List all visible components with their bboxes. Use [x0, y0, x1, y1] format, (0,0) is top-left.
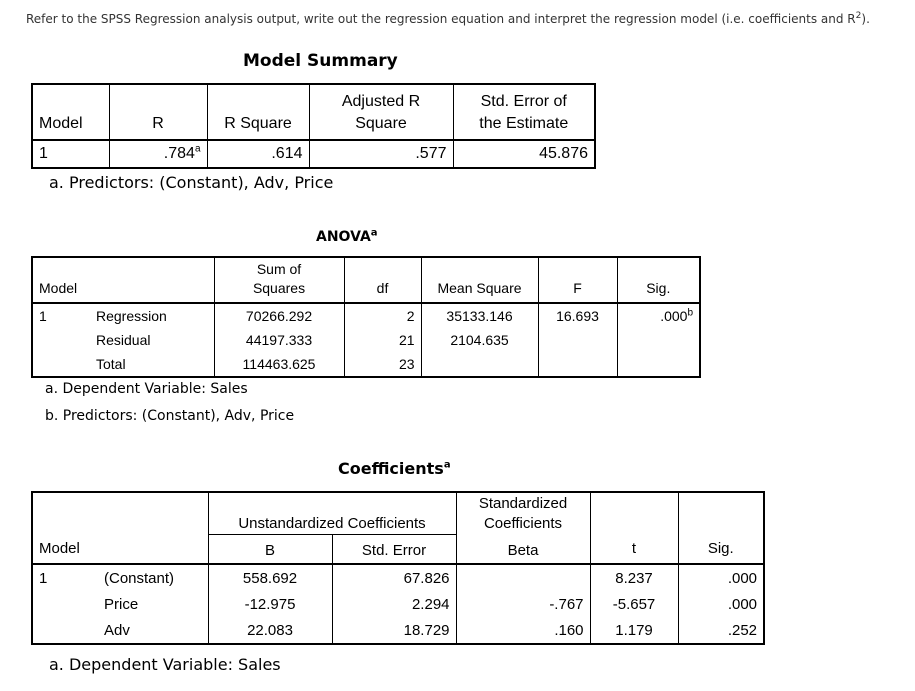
anova-header-df: df — [344, 257, 421, 303]
ms-header-model: Model — [39, 115, 83, 132]
co-b: -12.975 — [208, 591, 332, 617]
question-text: Refer to the SPSS Regression analysis output, write out the regression equation and interpret the regression model (i.e. coefficients and $R^2$). — [26, 11, 870, 26]
table-row — [32, 140, 595, 168]
anova-footnote-b: b. Predictors: (Constant), Adv, Price — [45, 408, 295, 424]
anova-row-label: Residual — [96, 332, 151, 348]
anova-title: ANOVA$^a$ — [316, 227, 378, 245]
anova-mean-sq — [421, 352, 538, 377]
co-beta: .160 — [456, 617, 590, 644]
co-header-unstd: Unstandardized Coefficients — [208, 492, 456, 535]
table-row — [32, 328, 700, 352]
table-row — [32, 352, 700, 377]
model-summary-footnote: a. Predictors: (Constant), Adv, Price — [49, 173, 334, 192]
co-header-t: t — [590, 492, 678, 564]
table-row — [32, 564, 764, 591]
ms-header-r-square: R Square — [207, 84, 309, 140]
co-row-label: Adv — [104, 621, 130, 639]
co-sig: .000 — [678, 564, 764, 591]
co-b: 22.083 — [208, 617, 332, 644]
anova-header-row — [32, 257, 700, 303]
ms-header-r: R — [109, 84, 207, 140]
anova-sum-sq: 70266.292 — [214, 303, 344, 328]
co-t: -5.657 — [590, 591, 678, 617]
anova-mean-sq: 2104.635 — [421, 328, 538, 352]
co-model: 1 — [32, 564, 98, 591]
ms-r-square: .614 — [207, 140, 309, 168]
model-summary-header-row — [32, 84, 595, 140]
table-row — [32, 617, 764, 644]
anova-header-mean-sq: Mean Square — [421, 257, 538, 303]
co-std-error: 18.729 — [332, 617, 456, 644]
co-t: 8.237 — [590, 564, 678, 591]
ms-std-error: 45.876 — [453, 140, 595, 168]
anova-df: 2 — [344, 303, 421, 328]
co-beta — [456, 564, 590, 591]
anova-sum-sq: 114463.625 — [214, 352, 344, 377]
co-row-label: Price — [104, 595, 139, 613]
anova-footnote-a: a. Dependent Variable: Sales — [45, 381, 248, 397]
co-t: 1.179 — [590, 617, 678, 644]
table-row — [32, 591, 764, 617]
anova-f: 16.693 — [538, 303, 617, 328]
co-sig: .000 — [678, 591, 764, 617]
anova-f — [538, 328, 617, 352]
coefficients-header-row — [32, 492, 764, 535]
model-summary-title: Model Summary — [243, 51, 398, 71]
anova-df: 23 — [344, 352, 421, 377]
coefficients-title: Coefficients$^a$ — [338, 459, 451, 478]
co-std-error: 2.294 — [332, 591, 456, 617]
co-header-b: B — [208, 535, 332, 565]
anova-row-label: Total — [96, 356, 126, 372]
anova-row-label: Regression — [90, 303, 214, 328]
co-std-error: 67.826 — [332, 564, 456, 591]
anova-mean-sq: 35133.146 — [421, 303, 538, 328]
anova-header-sum-sq: Sum of Squares — [214, 257, 344, 303]
co-beta: -.767 — [456, 591, 590, 617]
co-header-std-error: Std. Error — [332, 535, 456, 565]
coefficients-footnote: a. Dependent Variable: Sales — [49, 655, 281, 674]
anova-f — [538, 352, 617, 377]
ms-adj-r-square: .577 — [309, 140, 453, 168]
ms-header-std-error: Std. Error of the Estimate — [453, 84, 595, 140]
anova-df: 21 — [344, 328, 421, 352]
ms-r: .784$^a$ — [109, 140, 207, 168]
co-header-std: Standardized Coefficients — [456, 492, 590, 535]
table-row — [32, 303, 700, 328]
anova-sig — [617, 328, 700, 352]
anova-sig — [617, 352, 700, 377]
co-sig: .252 — [678, 617, 764, 644]
co-header-sig: Sig. — [678, 492, 764, 564]
question-suffix: ). — [861, 12, 870, 26]
co-header-model: Model — [39, 540, 80, 557]
coefficients-table — [31, 491, 765, 645]
ms-header-adj-r-square: Adjusted R Square — [309, 84, 453, 140]
anova-model: 1 — [32, 303, 90, 328]
model-summary-table — [31, 83, 596, 169]
question-superscript: 2 — [855, 11, 862, 21]
anova-header-sig: Sig. — [617, 257, 700, 303]
anova-header-f: F — [538, 257, 617, 303]
co-row-label: (Constant) — [98, 564, 208, 591]
co-header-beta: Beta — [456, 535, 590, 565]
anova-table — [31, 256, 701, 378]
anova-sum-sq: 44197.333 — [214, 328, 344, 352]
ms-model: 1 — [32, 140, 109, 168]
co-b: 558.692 — [208, 564, 332, 591]
anova-header-model: Model — [39, 280, 78, 296]
anova-sig: .000$^b$ — [617, 303, 700, 328]
